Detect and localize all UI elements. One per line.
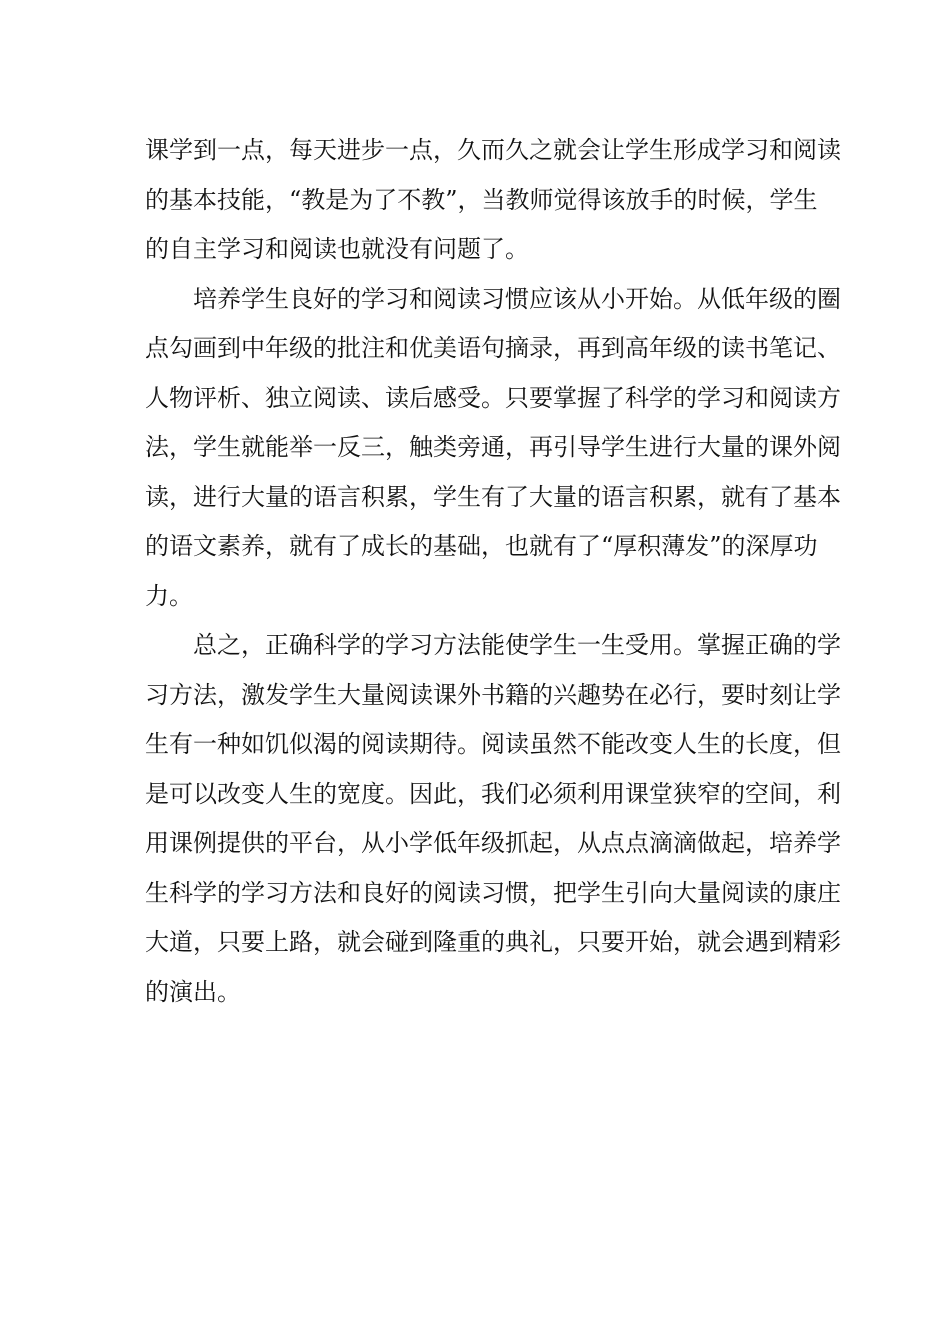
text-line: 习方法，激发学生大量阅读课外书籍的兴趣势在必行，要时刻让学 xyxy=(145,680,841,709)
text-line: 人物评析、独立阅读、读后感受。只要掌握了科学的学习和阅读方 xyxy=(145,383,841,412)
paragraph-3 xyxy=(145,621,841,1017)
text-line: 点勾画到中年级的批注和优美语句摘录，再到高年级的读书笔记、 xyxy=(145,334,841,362)
text-line: 大道，只要上路，就会碰到隆重的典礼，只要开始，就会遇到精彩 xyxy=(145,928,841,956)
text-line: 的基本技能，“教是为了不教”，当教师觉得该放手的时候，学生 xyxy=(145,185,818,214)
text-line: 生有一种如饥似渴的阅读期待。阅读虽然不能改变人生的长度，但 xyxy=(145,730,841,758)
text-line: 用课例提供的平台，从小学低年级抓起，从点点滴滴做起，培养学 xyxy=(145,829,841,857)
text-line: 的语文素养，就有了成长的基础，也就有了“厚积薄发”的深厚功 xyxy=(145,532,818,560)
document-page xyxy=(145,126,841,1017)
text-line: 培养学生良好的学习和阅读习惯应该从小开始。从低年级的圈 xyxy=(193,284,841,313)
text-line: 生科学的学习方法和良好的阅读习惯，把学生引向大量阅读的康庄 xyxy=(145,878,841,907)
text-line: 读，进行大量的语言积累，学生有了大量的语言积累，就有了基本 xyxy=(145,482,841,511)
text-line: 法，学生就能举一反三，触类旁通，再引导学生进行大量的课外阅 xyxy=(145,433,841,461)
text-line: 力。 xyxy=(145,581,193,610)
text-line: 课学到一点，每天进步一点，久而久之就会让学生形成学习和阅读 xyxy=(145,136,841,164)
paragraph-1 xyxy=(145,126,841,275)
text-line: 的演出。 xyxy=(145,977,241,1006)
paragraph-2 xyxy=(145,275,841,622)
text-line: 的自主学习和阅读也就没有问题了。 xyxy=(145,235,529,263)
text-line: 是可以改变人生的宽度。因此，我们必须利用课堂狭窄的空间，利 xyxy=(145,779,841,808)
text-line: 总之，正确科学的学习方法能使学生一生受用。掌握正确的学 xyxy=(193,631,841,659)
